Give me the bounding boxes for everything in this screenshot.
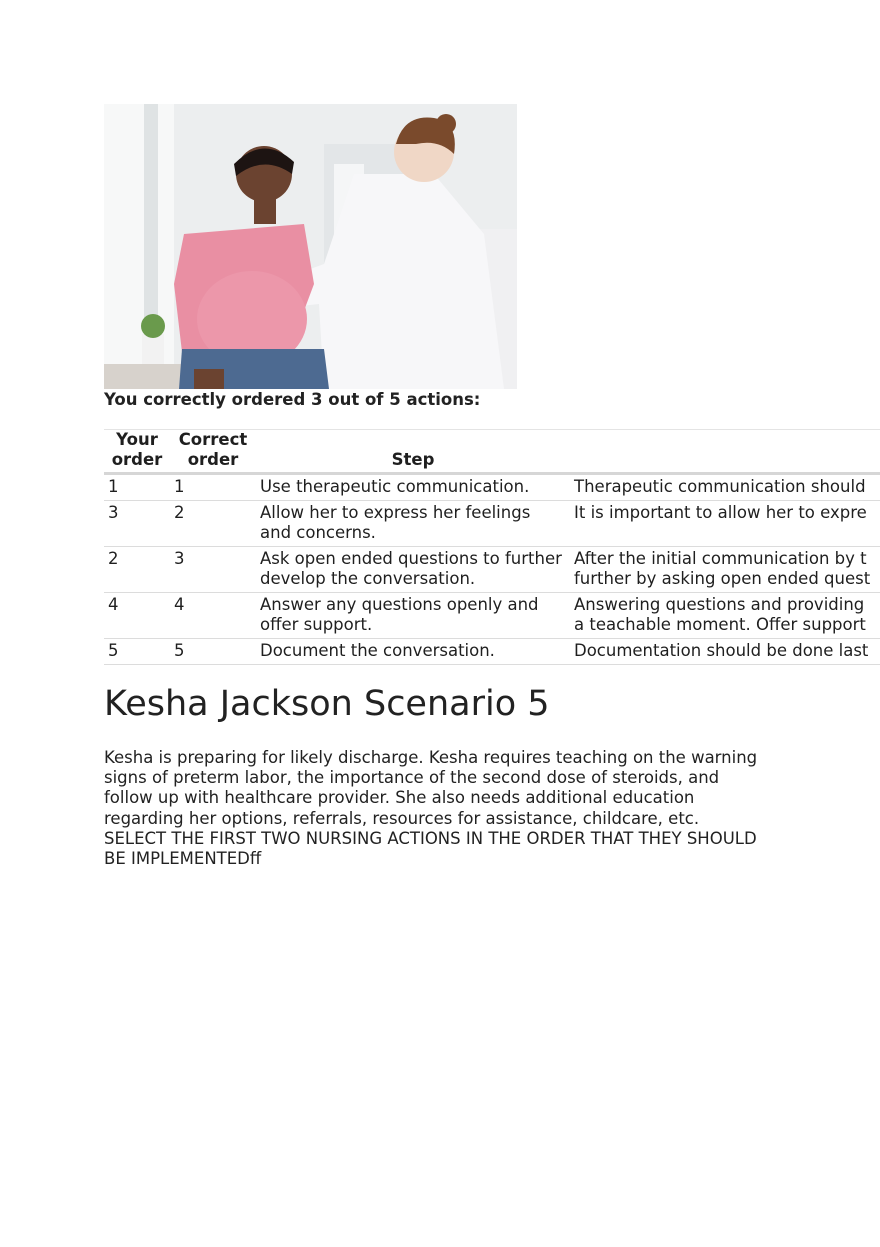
correct-order-cell: 3 (170, 547, 256, 593)
ordering-results-table (104, 429, 880, 665)
step-cell: Allow her to express her feelings and concerns. (256, 501, 570, 547)
step-cell: Document the conversation. (256, 639, 570, 665)
header-your-order: Your order (104, 430, 170, 474)
table-row (104, 593, 880, 639)
score-summary: You correctly ordered 3 out of 5 actions: (104, 390, 481, 409)
table-row (104, 639, 880, 665)
explanation-cell: Therapeutic communication should (570, 474, 880, 501)
step-cell: Use therapeutic communication. (256, 474, 570, 501)
your-order-cell: 5 (104, 639, 170, 665)
table-header-row (104, 430, 880, 474)
step-cell: Ask open ended questions to further develop the conversation. (256, 547, 570, 593)
explanation-cell: It is important to allow her to expre (570, 501, 880, 547)
correct-order-cell: 4 (170, 593, 256, 639)
correct-order-cell: 1 (170, 474, 256, 501)
explanation-line: After the initial communication by t (574, 549, 867, 568)
photo-pregnant-patient-icon (104, 104, 517, 389)
correct-order-cell: 5 (170, 639, 256, 665)
explanation-cell (570, 593, 880, 639)
explanation-cell: Documentation should be done last (570, 639, 880, 665)
your-order-cell: 3 (104, 501, 170, 547)
explanation-line: a teachable moment. Offer support (574, 615, 866, 634)
scenario-title: Kesha Jackson Scenario 5 (104, 684, 550, 724)
your-order-cell: 2 (104, 547, 170, 593)
table-row (104, 474, 880, 501)
header-correct-order: Correct order (170, 430, 256, 474)
your-order-cell: 1 (104, 474, 170, 501)
table-row (104, 501, 880, 547)
scenario-photo (104, 104, 517, 389)
scenario-description: Kesha is preparing for likely discharge. Kesha requires teaching on the warning signs of preterm labor, the importance of the second dose of steroids, and follow up with healthcare provider. She also needs additional education regarding her options, referrals, resources for assistance, childcare, etc. SELECT THE FIRST TWO NURSING ACTIONS IN THE ORDER THAT THEY SHOULD BE IMPLEMENTEDff (104, 748, 758, 869)
explanation-line: further by asking open ended quest (574, 569, 871, 588)
step-cell: Answer any questions openly and offer support. (256, 593, 570, 639)
header-step: Step (256, 430, 570, 474)
header-explanation (570, 430, 880, 474)
your-order-cell: 4 (104, 593, 170, 639)
correct-order-cell: 2 (170, 501, 256, 547)
explanation-cell (570, 547, 880, 593)
table-row (104, 547, 880, 593)
explanation-line: Answering questions and providing (574, 595, 865, 614)
